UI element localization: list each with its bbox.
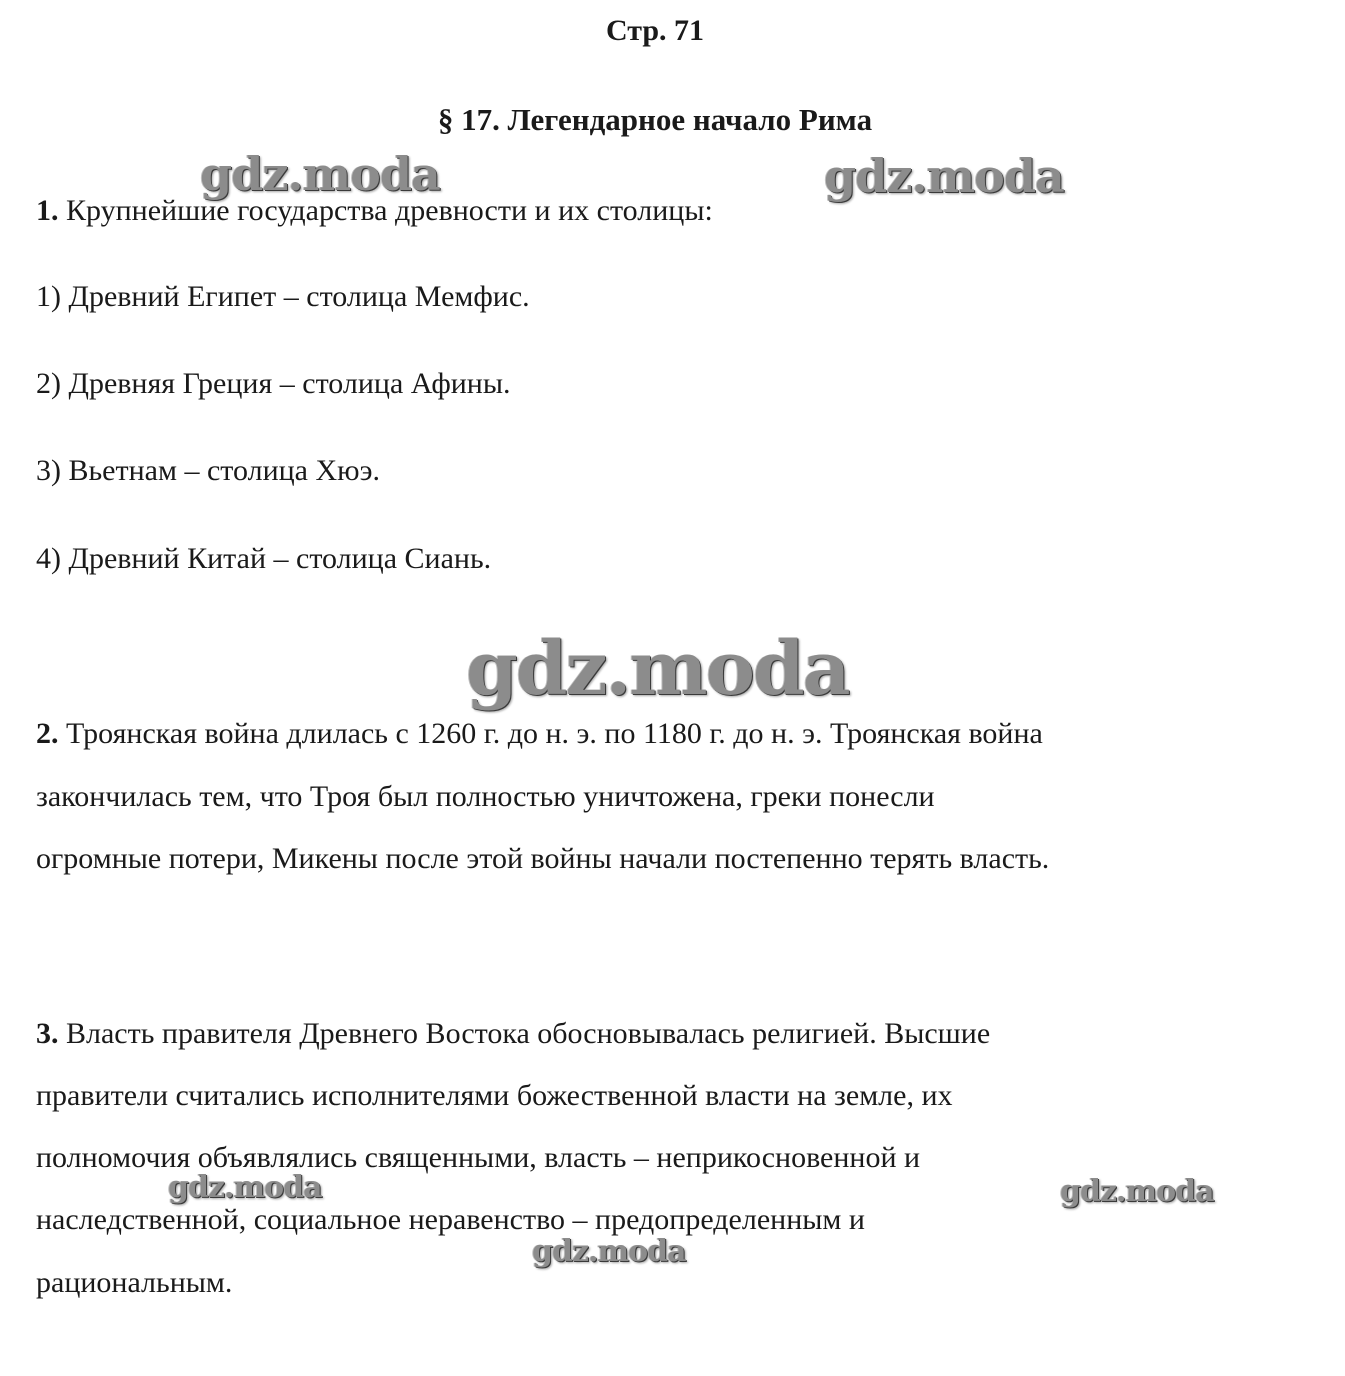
watermark: gdz.moda bbox=[200, 147, 440, 201]
task3-line: рациональным. bbox=[36, 1266, 233, 1299]
task1-intro-text: Крупнейшие государства древности и их столицы: bbox=[66, 194, 713, 227]
task1-item: 4) Древний Китай – столица Сиань. bbox=[36, 542, 492, 575]
task1-item: 3) Вьетнам – столица Хюэ. bbox=[36, 454, 380, 487]
task2-line-text: Троянская война длилась с 1260 г. до н. э. по 1180 г. до н. э. Троянская война bbox=[66, 717, 1043, 750]
section-title: § 17. Легендарное начало Рима bbox=[437, 102, 873, 137]
task1-number: 1. bbox=[36, 194, 59, 227]
watermark: gdz.moda bbox=[824, 149, 1064, 203]
page-number-header: Стр. 71 bbox=[605, 14, 705, 47]
task2-line bbox=[36, 717, 1043, 751]
task2-line: огромные потери, Микены после этой войны начали постепенно терять власть. bbox=[36, 842, 1050, 875]
task1-item: 2) Древняя Греция – столица Афины. bbox=[36, 367, 511, 400]
task3-line-text: Власть правителя Древнего Востока обосновывалась религией. Высшие bbox=[66, 1017, 991, 1050]
task3-line: полномочия объявлялись священными, власть – неприкосновенной и bbox=[36, 1141, 921, 1174]
task1-item: 1) Древний Египет – столица Мемфис. bbox=[36, 280, 530, 313]
watermark: gdz.moda bbox=[168, 1170, 322, 1205]
task2-number: 2. bbox=[36, 717, 59, 750]
watermark: gdz.moda bbox=[466, 626, 849, 712]
task3-line bbox=[36, 1017, 990, 1051]
watermark: gdz.moda bbox=[1060, 1174, 1214, 1209]
task2-line: закончилась тем, что Троя был полностью уничтожена, греки понесли bbox=[36, 780, 935, 813]
task3-number: 3. bbox=[36, 1017, 59, 1050]
watermark: gdz.moda bbox=[532, 1234, 686, 1269]
task3-line: правители считались исполнителями божественной власти на земле, их bbox=[36, 1079, 953, 1112]
task3-line: наследственной, социальное неравенство – предопределенным и bbox=[36, 1203, 865, 1236]
